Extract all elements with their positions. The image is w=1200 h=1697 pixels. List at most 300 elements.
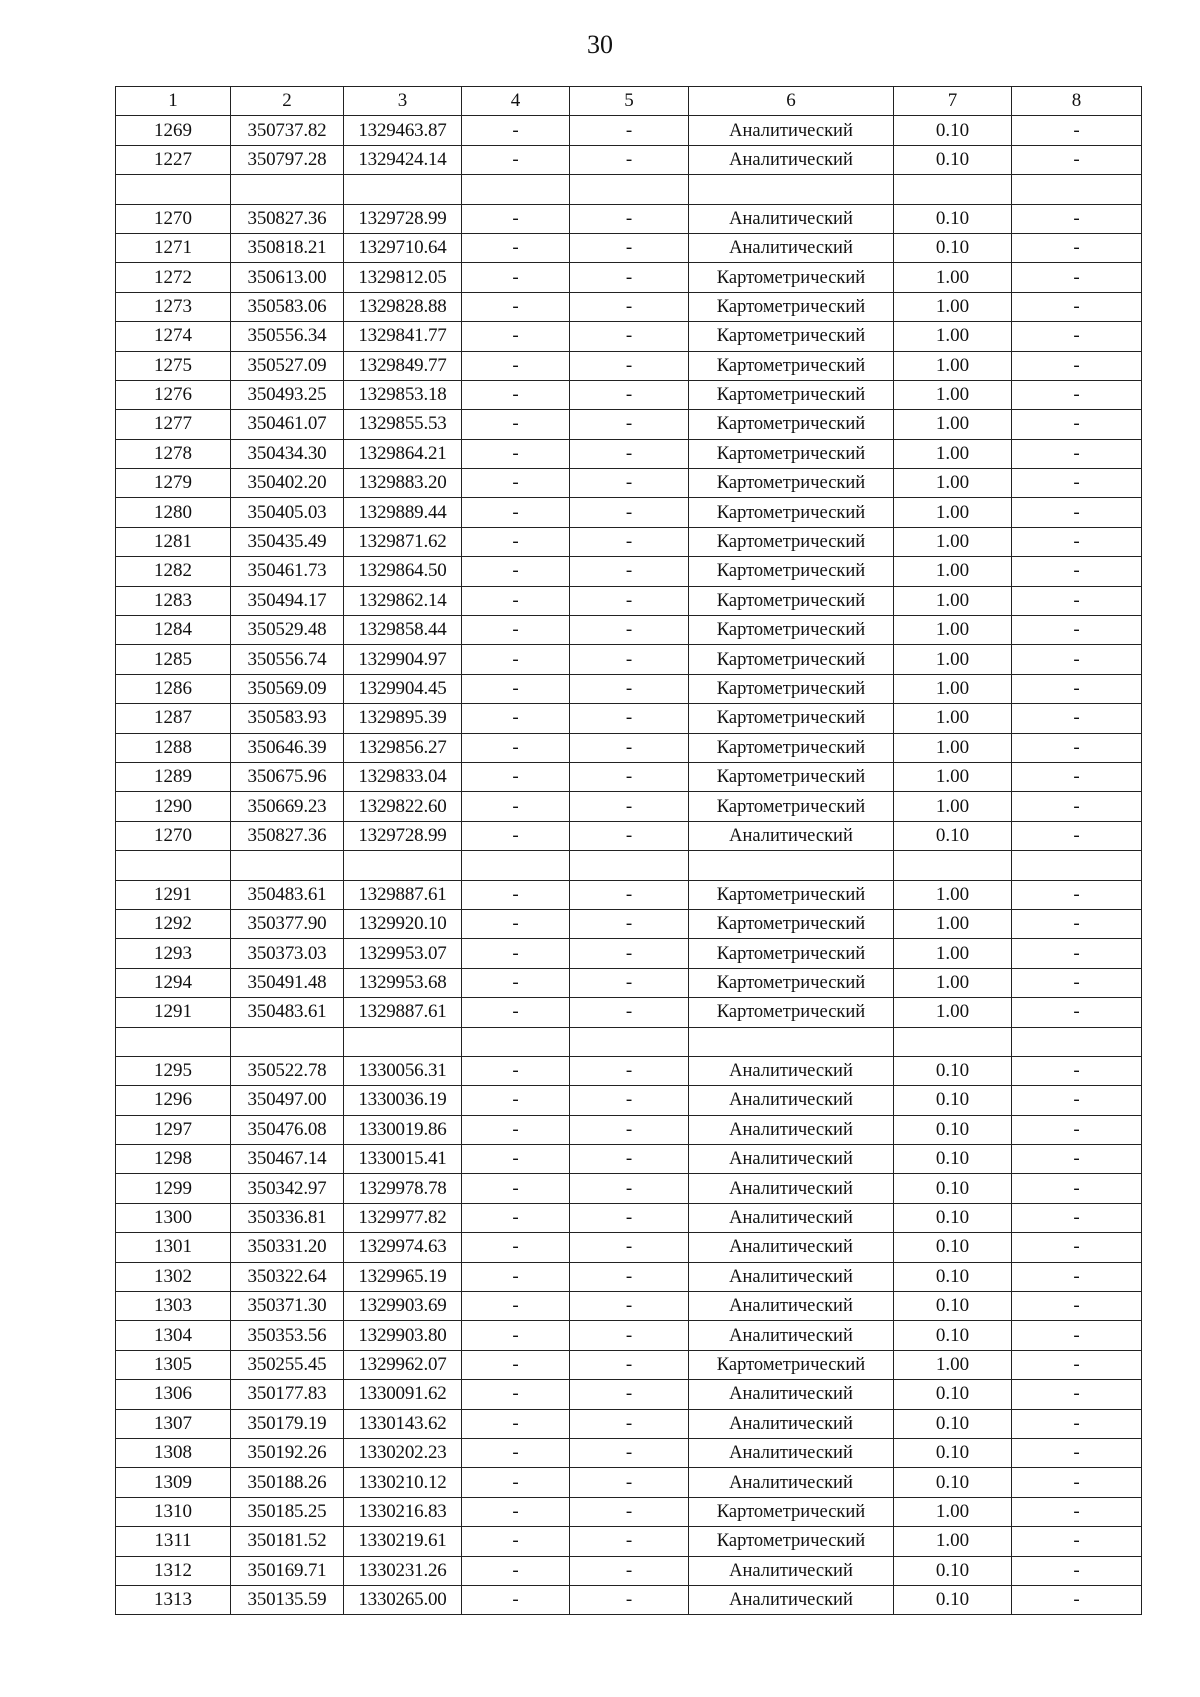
table-row [116,557,1142,586]
cell-col-8-value: - [1012,469,1142,498]
table-row [116,1086,1142,1115]
cell-col-4-value: - [462,1321,570,1350]
cell-accuracy: 1.00 [894,998,1012,1027]
cell-method: Аналитический [689,1468,894,1497]
cell-point-number: 1291 [116,998,231,1027]
cell-col-8-value: - [1012,1468,1142,1497]
cell-col-8-value [1012,1027,1142,1056]
cell-col-5-value: - [570,145,689,174]
cell-col-4-value: - [462,880,570,909]
cell-col-5-value: - [570,1233,689,1262]
cell-x-coordinate: 350192.26 [231,1438,344,1467]
cell-method: Картометрический [689,527,894,556]
cell-accuracy: 1.00 [894,968,1012,997]
cell-y-coordinate: 1329728.99 [344,821,462,850]
cell-accuracy: 1.00 [894,469,1012,498]
table-row [116,762,1142,791]
cell-point-number: 1305 [116,1350,231,1379]
header-row [116,87,1142,116]
table-row [116,909,1142,938]
cell-point-number: 1301 [116,1233,231,1262]
cell-col-4-value: - [462,1086,570,1115]
table-row [116,175,1142,204]
cell-accuracy: 0.10 [894,1409,1012,1438]
cell-point-number: 1291 [116,880,231,909]
cell-col-8-value: - [1012,1086,1142,1115]
cell-y-coordinate: 1329887.61 [344,998,462,1027]
cell-col-5-value: - [570,410,689,439]
cell-point-number: 1275 [116,351,231,380]
cell-col-8-value: - [1012,527,1142,556]
cell-y-coordinate: 1329887.61 [344,880,462,909]
table-row [116,1027,1142,1056]
cell-col-5-value: - [570,1115,689,1144]
cell-accuracy: 1.00 [894,557,1012,586]
table-row [116,1527,1142,1556]
cell-y-coordinate: 1330015.41 [344,1145,462,1174]
cell-accuracy: 0.10 [894,1262,1012,1291]
cell-x-coordinate: 350188.26 [231,1468,344,1497]
cell-x-coordinate: 350435.49 [231,527,344,556]
cell-col-4-value: - [462,1468,570,1497]
column-header-3: 3 [344,87,462,116]
cell-y-coordinate: 1329953.07 [344,939,462,968]
cell-point-number [116,851,231,880]
cell-col-4-value: - [462,292,570,321]
cell-accuracy: 1.00 [894,733,1012,762]
cell-method: Картометрический [689,351,894,380]
cell-x-coordinate: 350556.34 [231,322,344,351]
cell-x-coordinate: 350181.52 [231,1527,344,1556]
cell-col-4-value: - [462,233,570,262]
cell-point-number: 1273 [116,292,231,321]
cell-col-8-value: - [1012,1233,1142,1262]
cell-accuracy: 0.10 [894,821,1012,850]
cell-point-number: 1297 [116,1115,231,1144]
cell-accuracy: 0.10 [894,1585,1012,1614]
cell-col-8-value: - [1012,674,1142,703]
cell-y-coordinate: 1329858.44 [344,616,462,645]
cell-col-5-value: - [570,1585,689,1614]
cell-col-5-value: - [570,762,689,791]
cell-x-coordinate: 350322.64 [231,1262,344,1291]
cell-point-number: 1292 [116,909,231,938]
cell-col-5-value: - [570,498,689,527]
column-header-2: 2 [231,87,344,116]
cell-col-4-value: - [462,263,570,292]
page-number: 30 [587,30,613,59]
cell-x-coordinate: 350169.71 [231,1556,344,1585]
cell-y-coordinate: 1329864.50 [344,557,462,586]
cell-col-8-value: - [1012,322,1142,351]
table-row [116,616,1142,645]
cell-point-number [116,175,231,204]
cell-col-8-value: - [1012,1409,1142,1438]
cell-col-4-value: - [462,498,570,527]
cell-x-coordinate: 350818.21 [231,233,344,262]
cell-col-5-value: - [570,263,689,292]
cell-point-number: 1293 [116,939,231,968]
cell-point-number: 1274 [116,322,231,351]
cell-method: Аналитический [689,1203,894,1232]
cell-x-coordinate: 350461.07 [231,410,344,439]
table-row [116,1321,1142,1350]
cell-method: Картометрический [689,322,894,351]
cell-col-4-value: - [462,1380,570,1409]
cell-col-4-value: - [462,439,570,468]
cell-point-number: 1270 [116,204,231,233]
cell-method: Картометрический [689,292,894,321]
cell-method: Картометрический [689,645,894,674]
cell-y-coordinate: 1329463.87 [344,116,462,145]
cell-col-5-value: - [570,792,689,821]
cell-col-5-value [570,1027,689,1056]
cell-col-8-value: - [1012,498,1142,527]
cell-y-coordinate: 1329812.05 [344,263,462,292]
cell-point-number: 1290 [116,792,231,821]
cell-method: Аналитический [689,1115,894,1144]
cell-x-coordinate: 350373.03 [231,939,344,968]
cell-col-4-value: - [462,351,570,380]
table-row [116,1203,1142,1232]
cell-y-coordinate: 1329965.19 [344,1262,462,1291]
table-row [116,380,1142,409]
table-row [116,1409,1142,1438]
cell-method: Картометрический [689,968,894,997]
cell-method: Аналитический [689,116,894,145]
cell-point-number: 1309 [116,1468,231,1497]
cell-x-coordinate: 350255.45 [231,1350,344,1379]
cell-x-coordinate: 350583.93 [231,704,344,733]
cell-x-coordinate: 350353.56 [231,1321,344,1350]
cell-method: Картометрический [689,733,894,762]
cell-y-coordinate: 1329849.77 [344,351,462,380]
table-row [116,204,1142,233]
cell-method: Картометрический [689,557,894,586]
table-row [116,292,1142,321]
cell-x-coordinate: 350377.90 [231,909,344,938]
cell-y-coordinate: 1330036.19 [344,1086,462,1115]
cell-method: Картометрический [689,469,894,498]
cell-y-coordinate: 1330019.86 [344,1115,462,1144]
column-header-1: 1 [116,87,231,116]
cell-accuracy [894,175,1012,204]
cell-col-8-value: - [1012,204,1142,233]
cell-accuracy: 1.00 [894,292,1012,321]
cell-accuracy [894,1027,1012,1056]
cell-col-4-value: - [462,116,570,145]
cell-col-8-value: - [1012,380,1142,409]
table-row [116,1468,1142,1497]
cell-accuracy: 1.00 [894,527,1012,556]
cell-accuracy: 1.00 [894,616,1012,645]
cell-point-number: 1285 [116,645,231,674]
table-row [116,263,1142,292]
cell-col-8-value: - [1012,1350,1142,1379]
table-row [116,439,1142,468]
cell-col-8-value: - [1012,116,1142,145]
cell-method: Аналитический [689,1380,894,1409]
cell-method: Картометрический [689,998,894,1027]
cell-accuracy: 1.00 [894,674,1012,703]
cell-method: Картометрический [689,762,894,791]
cell-x-coordinate: 350646.39 [231,733,344,762]
cell-x-coordinate: 350179.19 [231,1409,344,1438]
cell-method: Картометрический [689,909,894,938]
cell-col-8-value: - [1012,1438,1142,1467]
cell-y-coordinate: 1329903.80 [344,1321,462,1350]
cell-x-coordinate: 350494.17 [231,586,344,615]
cell-accuracy: 1.00 [894,792,1012,821]
cell-x-coordinate: 350371.30 [231,1292,344,1321]
cell-col-5-value: - [570,586,689,615]
cell-method: Аналитический [689,1556,894,1585]
cell-col-8-value: - [1012,762,1142,791]
cell-col-5-value: - [570,1556,689,1585]
cell-col-8-value [1012,851,1142,880]
cell-method: Картометрический [689,380,894,409]
cell-accuracy: 1.00 [894,263,1012,292]
cell-y-coordinate: 1330216.83 [344,1497,462,1526]
cell-x-coordinate: 350613.00 [231,263,344,292]
cell-col-4-value: - [462,1527,570,1556]
cell-accuracy: 1.00 [894,704,1012,733]
cell-col-4-value: - [462,410,570,439]
cell-col-4-value: - [462,1233,570,1262]
cell-point-number: 1281 [116,527,231,556]
table-body [116,116,1142,1615]
cell-x-coordinate: 350336.81 [231,1203,344,1232]
cell-col-5-value: - [570,1145,689,1174]
cell-method: Картометрический [689,410,894,439]
cell-y-coordinate: 1330202.23 [344,1438,462,1467]
table-row [116,1145,1142,1174]
cell-accuracy: 0.10 [894,1292,1012,1321]
cell-x-coordinate: 350497.00 [231,1086,344,1115]
cell-y-coordinate: 1329855.53 [344,410,462,439]
table-row [116,968,1142,997]
cell-x-coordinate: 350331.20 [231,1233,344,1262]
table-row [116,1115,1142,1144]
table-row [116,1174,1142,1203]
cell-method: Картометрический [689,1527,894,1556]
cell-col-5-value [570,851,689,880]
cell-col-4-value: - [462,1350,570,1379]
table-row [116,498,1142,527]
cell-point-number: 1278 [116,439,231,468]
cell-point-number: 1296 [116,1086,231,1115]
cell-y-coordinate [344,1027,462,1056]
table-row [116,351,1142,380]
table-row [116,998,1142,1027]
cell-y-coordinate: 1329920.10 [344,909,462,938]
cell-accuracy: 1.00 [894,645,1012,674]
table-row [116,1497,1142,1526]
cell-col-5-value: - [570,1409,689,1438]
cell-y-coordinate: 1329904.97 [344,645,462,674]
cell-method: Картометрический [689,674,894,703]
cell-col-4-value: - [462,204,570,233]
cell-x-coordinate: 350483.61 [231,998,344,1027]
table-row [116,322,1142,351]
cell-accuracy: 1.00 [894,909,1012,938]
cell-col-5-value: - [570,1086,689,1115]
cell-point-number: 1304 [116,1321,231,1350]
cell-point-number: 1287 [116,704,231,733]
cell-y-coordinate: 1329862.14 [344,586,462,615]
cell-col-5-value: - [570,1438,689,1467]
cell-y-coordinate: 1329841.77 [344,322,462,351]
cell-col-4-value: - [462,998,570,1027]
cell-x-coordinate: 350135.59 [231,1585,344,1614]
cell-col-5-value: - [570,1321,689,1350]
cell-point-number: 1313 [116,1585,231,1614]
cell-point-number: 1298 [116,1145,231,1174]
cell-col-8-value: - [1012,909,1142,938]
cell-col-8-value: - [1012,1203,1142,1232]
cell-accuracy: 0.10 [894,1145,1012,1174]
cell-x-coordinate: 350527.09 [231,351,344,380]
cell-method: Аналитический [689,1438,894,1467]
cell-x-coordinate: 350461.73 [231,557,344,586]
cell-col-4-value: - [462,821,570,850]
cell-y-coordinate: 1329864.21 [344,439,462,468]
cell-method: Картометрический [689,939,894,968]
cell-col-5-value: - [570,1468,689,1497]
cell-accuracy: 1.00 [894,939,1012,968]
table-header [116,87,1142,116]
cell-col-4-value: - [462,968,570,997]
table-row [116,1438,1142,1467]
cell-col-5-value: - [570,645,689,674]
cell-col-8-value: - [1012,145,1142,174]
cell-accuracy: 0.10 [894,1203,1012,1232]
cell-col-8-value: - [1012,410,1142,439]
cell-y-coordinate: 1329953.68 [344,968,462,997]
cell-col-5-value: - [570,909,689,938]
cell-point-number: 1295 [116,1056,231,1085]
table-row [116,1262,1142,1291]
cell-y-coordinate: 1329710.64 [344,233,462,262]
cell-x-coordinate: 350797.28 [231,145,344,174]
cell-point-number: 1283 [116,586,231,615]
cell-x-coordinate: 350434.30 [231,439,344,468]
cell-col-5-value: - [570,557,689,586]
cell-col-4-value: - [462,469,570,498]
cell-accuracy: 0.10 [894,1468,1012,1497]
cell-x-coordinate: 350177.83 [231,1380,344,1409]
cell-y-coordinate: 1329871.62 [344,527,462,556]
cell-col-4-value: - [462,586,570,615]
column-header-7: 7 [894,87,1012,116]
cell-col-4-value: - [462,939,570,968]
cell-col-8-value: - [1012,557,1142,586]
cell-col-4-value: - [462,733,570,762]
cell-col-5-value: - [570,1262,689,1291]
cell-col-5-value: - [570,1056,689,1085]
column-header-5: 5 [570,87,689,116]
cell-col-8-value: - [1012,968,1142,997]
cell-col-5-value: - [570,439,689,468]
cell-point-number: 1271 [116,233,231,262]
cell-method: Аналитический [689,1585,894,1614]
cell-x-coordinate: 350405.03 [231,498,344,527]
cell-point-number: 1286 [116,674,231,703]
cell-accuracy: 1.00 [894,380,1012,409]
cell-accuracy: 1.00 [894,498,1012,527]
cell-col-5-value: - [570,351,689,380]
cell-point-number: 1311 [116,1527,231,1556]
table-row [116,939,1142,968]
cell-col-8-value: - [1012,1292,1142,1321]
cell-col-8-value: - [1012,1056,1142,1085]
cell-method: Картометрический [689,1497,894,1526]
cell-point-number: 1310 [116,1497,231,1526]
cell-col-8-value: - [1012,1321,1142,1350]
cell-point-number: 1276 [116,380,231,409]
cell-col-8-value: - [1012,586,1142,615]
cell-x-coordinate: 350483.61 [231,880,344,909]
cell-method: Картометрический [689,704,894,733]
table-row [116,851,1142,880]
cell-y-coordinate: 1329974.63 [344,1233,462,1262]
coordinates-table [115,86,1142,1615]
cell-col-4-value [462,851,570,880]
cell-method: Аналитический [689,1409,894,1438]
cell-point-number: 1299 [116,1174,231,1203]
cell-y-coordinate: 1329828.88 [344,292,462,321]
cell-method: Аналитический [689,1321,894,1350]
cell-accuracy: 1.00 [894,322,1012,351]
cell-point-number: 1227 [116,145,231,174]
cell-accuracy: 0.10 [894,1115,1012,1144]
cell-method: Аналитический [689,204,894,233]
cell-col-8-value: - [1012,1527,1142,1556]
cell-y-coordinate [344,175,462,204]
cell-x-coordinate: 350491.48 [231,968,344,997]
table-row [116,116,1142,145]
cell-col-4-value: - [462,380,570,409]
table-row [116,1233,1142,1262]
cell-y-coordinate: 1329962.07 [344,1350,462,1379]
cell-col-4-value: - [462,909,570,938]
cell-x-coordinate: 350675.96 [231,762,344,791]
cell-point-number: 1288 [116,733,231,762]
cell-col-8-value: - [1012,233,1142,262]
cell-col-5-value: - [570,616,689,645]
cell-method: Аналитический [689,1086,894,1115]
cell-y-coordinate: 1329903.69 [344,1292,462,1321]
cell-x-coordinate: 350669.23 [231,792,344,821]
cell-method: Аналитический [689,233,894,262]
table-row [116,1556,1142,1585]
cell-col-4-value: - [462,1409,570,1438]
cell-x-coordinate: 350402.20 [231,469,344,498]
cell-col-5-value: - [570,968,689,997]
table-row [116,1056,1142,1085]
cell-point-number: 1284 [116,616,231,645]
cell-col-4-value: - [462,1438,570,1467]
cell-method: Аналитический [689,1292,894,1321]
cell-col-4-value: - [462,792,570,821]
cell-method: Аналитический [689,821,894,850]
cell-x-coordinate: 350476.08 [231,1115,344,1144]
cell-method: Аналитический [689,1233,894,1262]
cell-accuracy: 1.00 [894,1350,1012,1379]
cell-point-number: 1280 [116,498,231,527]
cell-y-coordinate: 1329977.82 [344,1203,462,1232]
table-row [116,880,1142,909]
